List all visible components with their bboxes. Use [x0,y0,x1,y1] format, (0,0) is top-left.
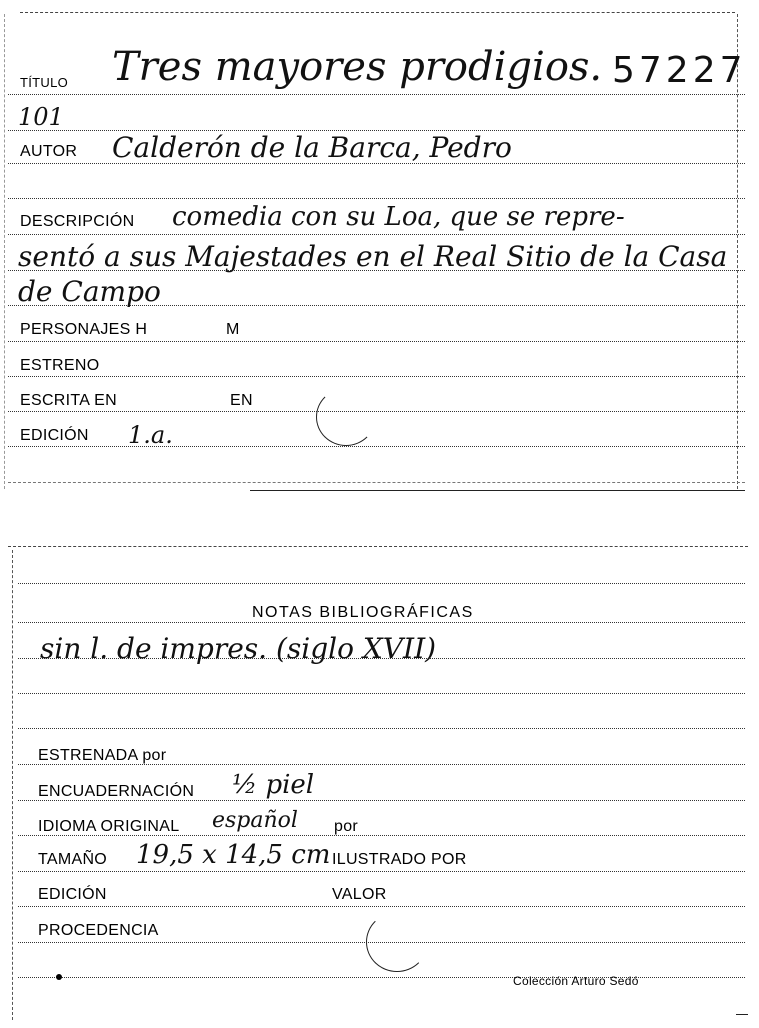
rule-line [8,376,745,377]
catalog-card-bottom [0,540,759,1028]
notas-heading: NOTAS BIBLIOGRÁFICAS [252,604,474,621]
handwritten-binding: ½ piel [232,770,315,800]
stamp-mark [316,388,376,446]
personajes-label: PERSONAJES H [20,321,148,338]
personajes-m-label: M [226,321,240,338]
ilustrado-label: ILUSTRADO POR [332,851,467,868]
handwritten-sub-number: 101 [18,103,64,131]
rule-line [18,693,745,694]
rule-line [18,871,745,872]
handwritten-description-line2: sentó a sus Majestades en el Real Sitio de la Casa [18,240,728,273]
estrenada-label: ESTRENADA por [38,747,167,764]
card-bottom-edge [250,490,745,491]
escrita-en2-label: EN [230,392,253,409]
card-edge-mark [736,1014,748,1015]
rule-line [8,411,745,412]
autor-label: AUTOR [20,143,78,160]
rule-line [8,446,745,447]
rule-line [18,728,745,729]
card-left-edge [4,14,5,489]
stamp-mark [366,912,428,972]
rule-line [18,622,745,623]
handwritten-description-line1: comedia con su Loa, que se repre- [172,202,625,232]
rule-line [18,583,745,584]
idioma-por-label: por [334,818,359,835]
tamano-label: TAMAÑO [38,851,108,868]
handwritten-title: Tres mayores prodigios. [112,44,603,90]
coleccion-label: Colección Arturo Sedó [513,974,639,988]
encuadernacion-label: ENCUADERNACIÓN [38,783,195,800]
handwritten-size: 19,5 x 14,5 cm [136,840,331,870]
rule-line [8,482,745,483]
card-top-edge [20,12,735,13]
catalog-card-top [0,0,759,492]
descripcion-label: DESCRIPCIÓN [20,213,135,230]
escrita-en-label: ESCRITA EN [20,392,117,409]
handwritten-catalog-number: 57227 [612,50,747,91]
handwritten-edition: 1.a. [128,421,173,449]
handwritten-notes: sin l. de impres. (siglo XVII) [40,632,437,665]
rule-line [18,906,745,907]
valor-label: VALOR [332,886,387,903]
idioma-label: IDIOMA ORIGINAL [38,818,180,835]
edicion-label: EDICIÓN [20,427,89,444]
edicion-label: EDICIÓN [38,886,107,903]
titulo-label: TÍTULO [20,75,69,90]
dot-mark [56,974,62,980]
rule-line [8,234,745,235]
procedencia-label: PROCEDENCIA [38,922,159,939]
handwritten-language: español [212,808,298,833]
rule-line [8,341,745,342]
rule-line [8,198,745,199]
estreno-label: ESTRENO [20,357,100,374]
handwritten-author: Calderón de la Barca, Pedro [112,131,512,164]
rule-line [8,94,745,95]
card-top-edge [8,546,748,547]
card-left-edge [12,550,13,1020]
handwritten-description-line3: de Campo [18,275,161,308]
